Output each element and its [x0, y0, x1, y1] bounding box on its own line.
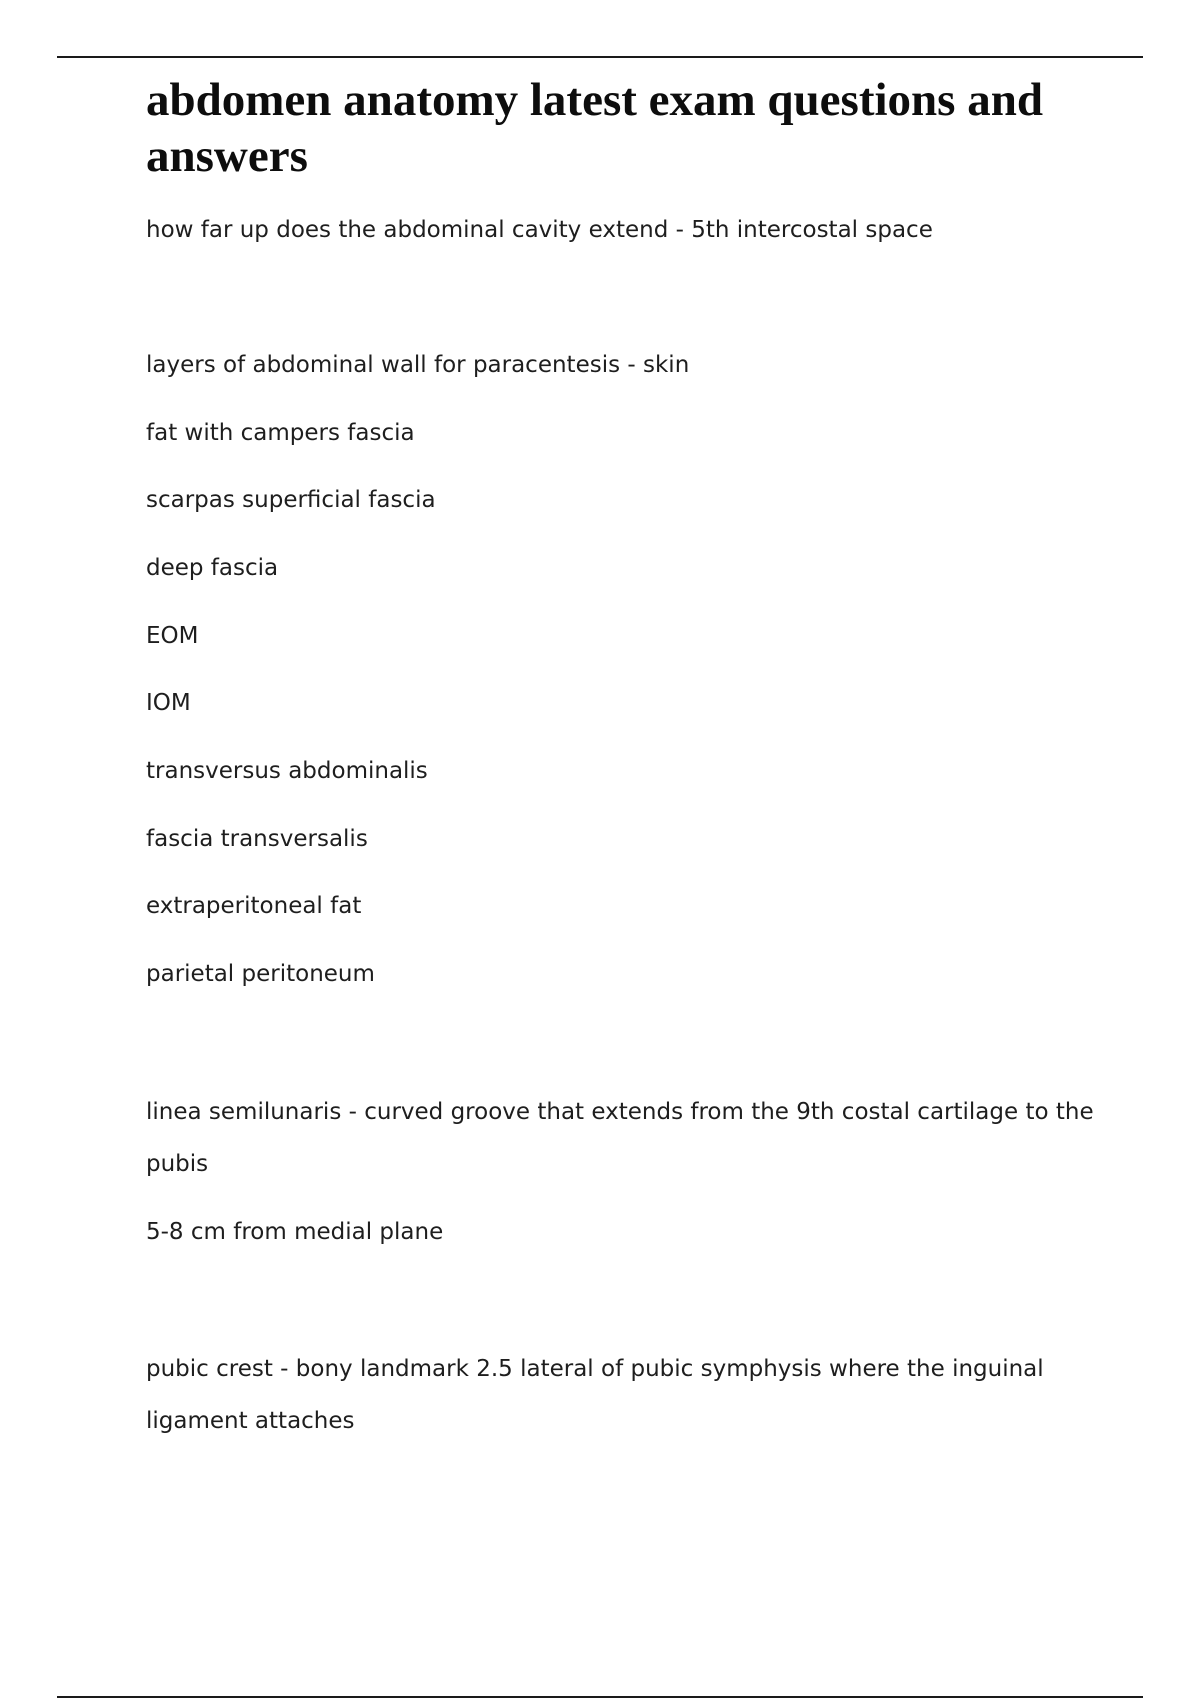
qa-line-parietal-peritoneum: parietal peritoneum: [146, 961, 375, 987]
top-rule: [57, 56, 1143, 58]
qa-line-deep-fascia: deep fascia: [146, 555, 279, 581]
qa-line-paracentesis-layers: layers of abdominal wall for paracentesis - skin: [146, 352, 690, 378]
document-title: abdomen anatomy latest exam questions and answers: [146, 74, 1043, 182]
qa-line-scarpas-fascia: scarpas superficial fascia: [146, 487, 436, 513]
qa-line-transversus-abdominalis: transversus abdominalis: [146, 758, 428, 784]
qa-line-medial-plane: 5-8 cm from medial plane: [146, 1219, 444, 1245]
qa-line-linea-semilunaris: linea semilunaris - curved groove that extends from the 9th costal cartilage to the pubis: [146, 1099, 1094, 1177]
qa-line-eom: EOM: [146, 623, 199, 649]
bottom-rule: [57, 1696, 1143, 1698]
qa-line-cavity-extent: how far up does the abdominal cavity extend - 5th intercostal space: [146, 217, 933, 243]
qa-line-fascia-transversalis: fascia transversalis: [146, 826, 368, 852]
qa-line-iom: IOM: [146, 690, 191, 716]
qa-line-extraperitoneal-fat: extraperitoneal fat: [146, 893, 362, 919]
qa-line-pubic-crest: pubic crest - bony landmark 2.5 lateral of pubic symphysis where the inguinal ligament attaches: [146, 1356, 1044, 1434]
qa-line-campers-fascia: fat with campers fascia: [146, 420, 415, 446]
